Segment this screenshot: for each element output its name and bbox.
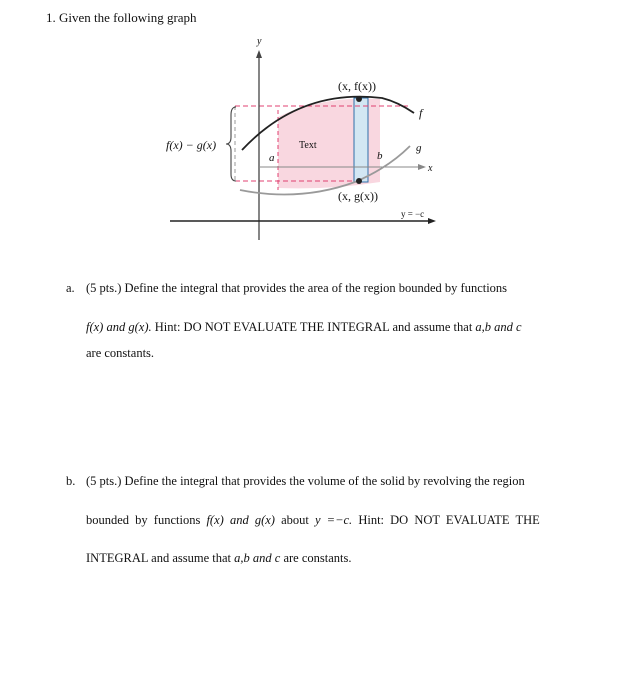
b-label: b bbox=[377, 150, 383, 162]
x-axis-arrow bbox=[418, 164, 426, 170]
part-b-line-3b: are constants. bbox=[283, 551, 352, 565]
part-b-and-2: and bbox=[252, 551, 272, 565]
point-f-marker bbox=[356, 96, 362, 102]
part-a-ab: a,b bbox=[475, 320, 492, 334]
part-b-hint: Hint: DO NOT EVALUATE THE bbox=[358, 513, 540, 527]
part-b-c: c bbox=[274, 551, 281, 565]
part-b-bounded: bounded by functions bbox=[86, 513, 201, 527]
part-a-fx: f(x) bbox=[86, 320, 104, 334]
part-a-c: c bbox=[516, 320, 522, 334]
part-b-line-2 bbox=[86, 513, 540, 528]
part-a-hint: Hint: DO NOT EVALUATE THE INTEGRAL and assume that bbox=[154, 320, 473, 334]
question-number: 1. bbox=[46, 10, 56, 25]
part-b-eq: y =−c. bbox=[314, 513, 353, 527]
point-g-label: (x, g(x)) bbox=[338, 189, 378, 203]
part-a-letter: a. bbox=[66, 281, 75, 295]
part-a-and-2: and bbox=[494, 320, 513, 334]
y-axis-label: y bbox=[257, 36, 262, 47]
question-text: Given the following graph bbox=[59, 10, 197, 25]
f-label: f bbox=[419, 106, 423, 120]
part-b-ab: a,b bbox=[234, 551, 250, 565]
line-label: y = −c bbox=[401, 209, 425, 219]
part-b-about: about bbox=[281, 513, 309, 527]
part-a-and: and bbox=[106, 320, 126, 334]
part-b-line-3 bbox=[86, 551, 351, 566]
y-axis-arrow bbox=[256, 50, 262, 58]
x-axis-label: x bbox=[428, 163, 433, 174]
a-label: a bbox=[269, 152, 275, 164]
line-arrow bbox=[428, 218, 436, 224]
part-b-and: and bbox=[229, 513, 249, 527]
part-b-fx: f(x) bbox=[206, 513, 224, 527]
part-a-gx: g(x). bbox=[128, 320, 152, 334]
part-b-line-3a: INTEGRAL and assume that bbox=[86, 551, 231, 565]
part-a-line-2 bbox=[86, 320, 522, 335]
graph-figure bbox=[0, 0, 622, 260]
part-a-line-1: (5 pts.) Define the integral that provides the area of the region bounded by functions bbox=[86, 281, 508, 295]
part-b-letter: b. bbox=[66, 474, 76, 488]
part-a-line-3: are constants. bbox=[86, 346, 155, 360]
part-b-line-1: (5 pts.) Define the integral that provides the volume of the solid by revolving the region bbox=[86, 474, 525, 488]
text-label: Text bbox=[299, 140, 317, 151]
part-b-gx: g(x) bbox=[254, 513, 275, 527]
representative-strip bbox=[354, 98, 368, 182]
point-g-marker bbox=[356, 178, 362, 184]
diff-label: f(x) − g(x) bbox=[166, 138, 217, 152]
point-f-label: (x, f(x)) bbox=[338, 79, 376, 93]
g-label: g bbox=[416, 142, 422, 154]
